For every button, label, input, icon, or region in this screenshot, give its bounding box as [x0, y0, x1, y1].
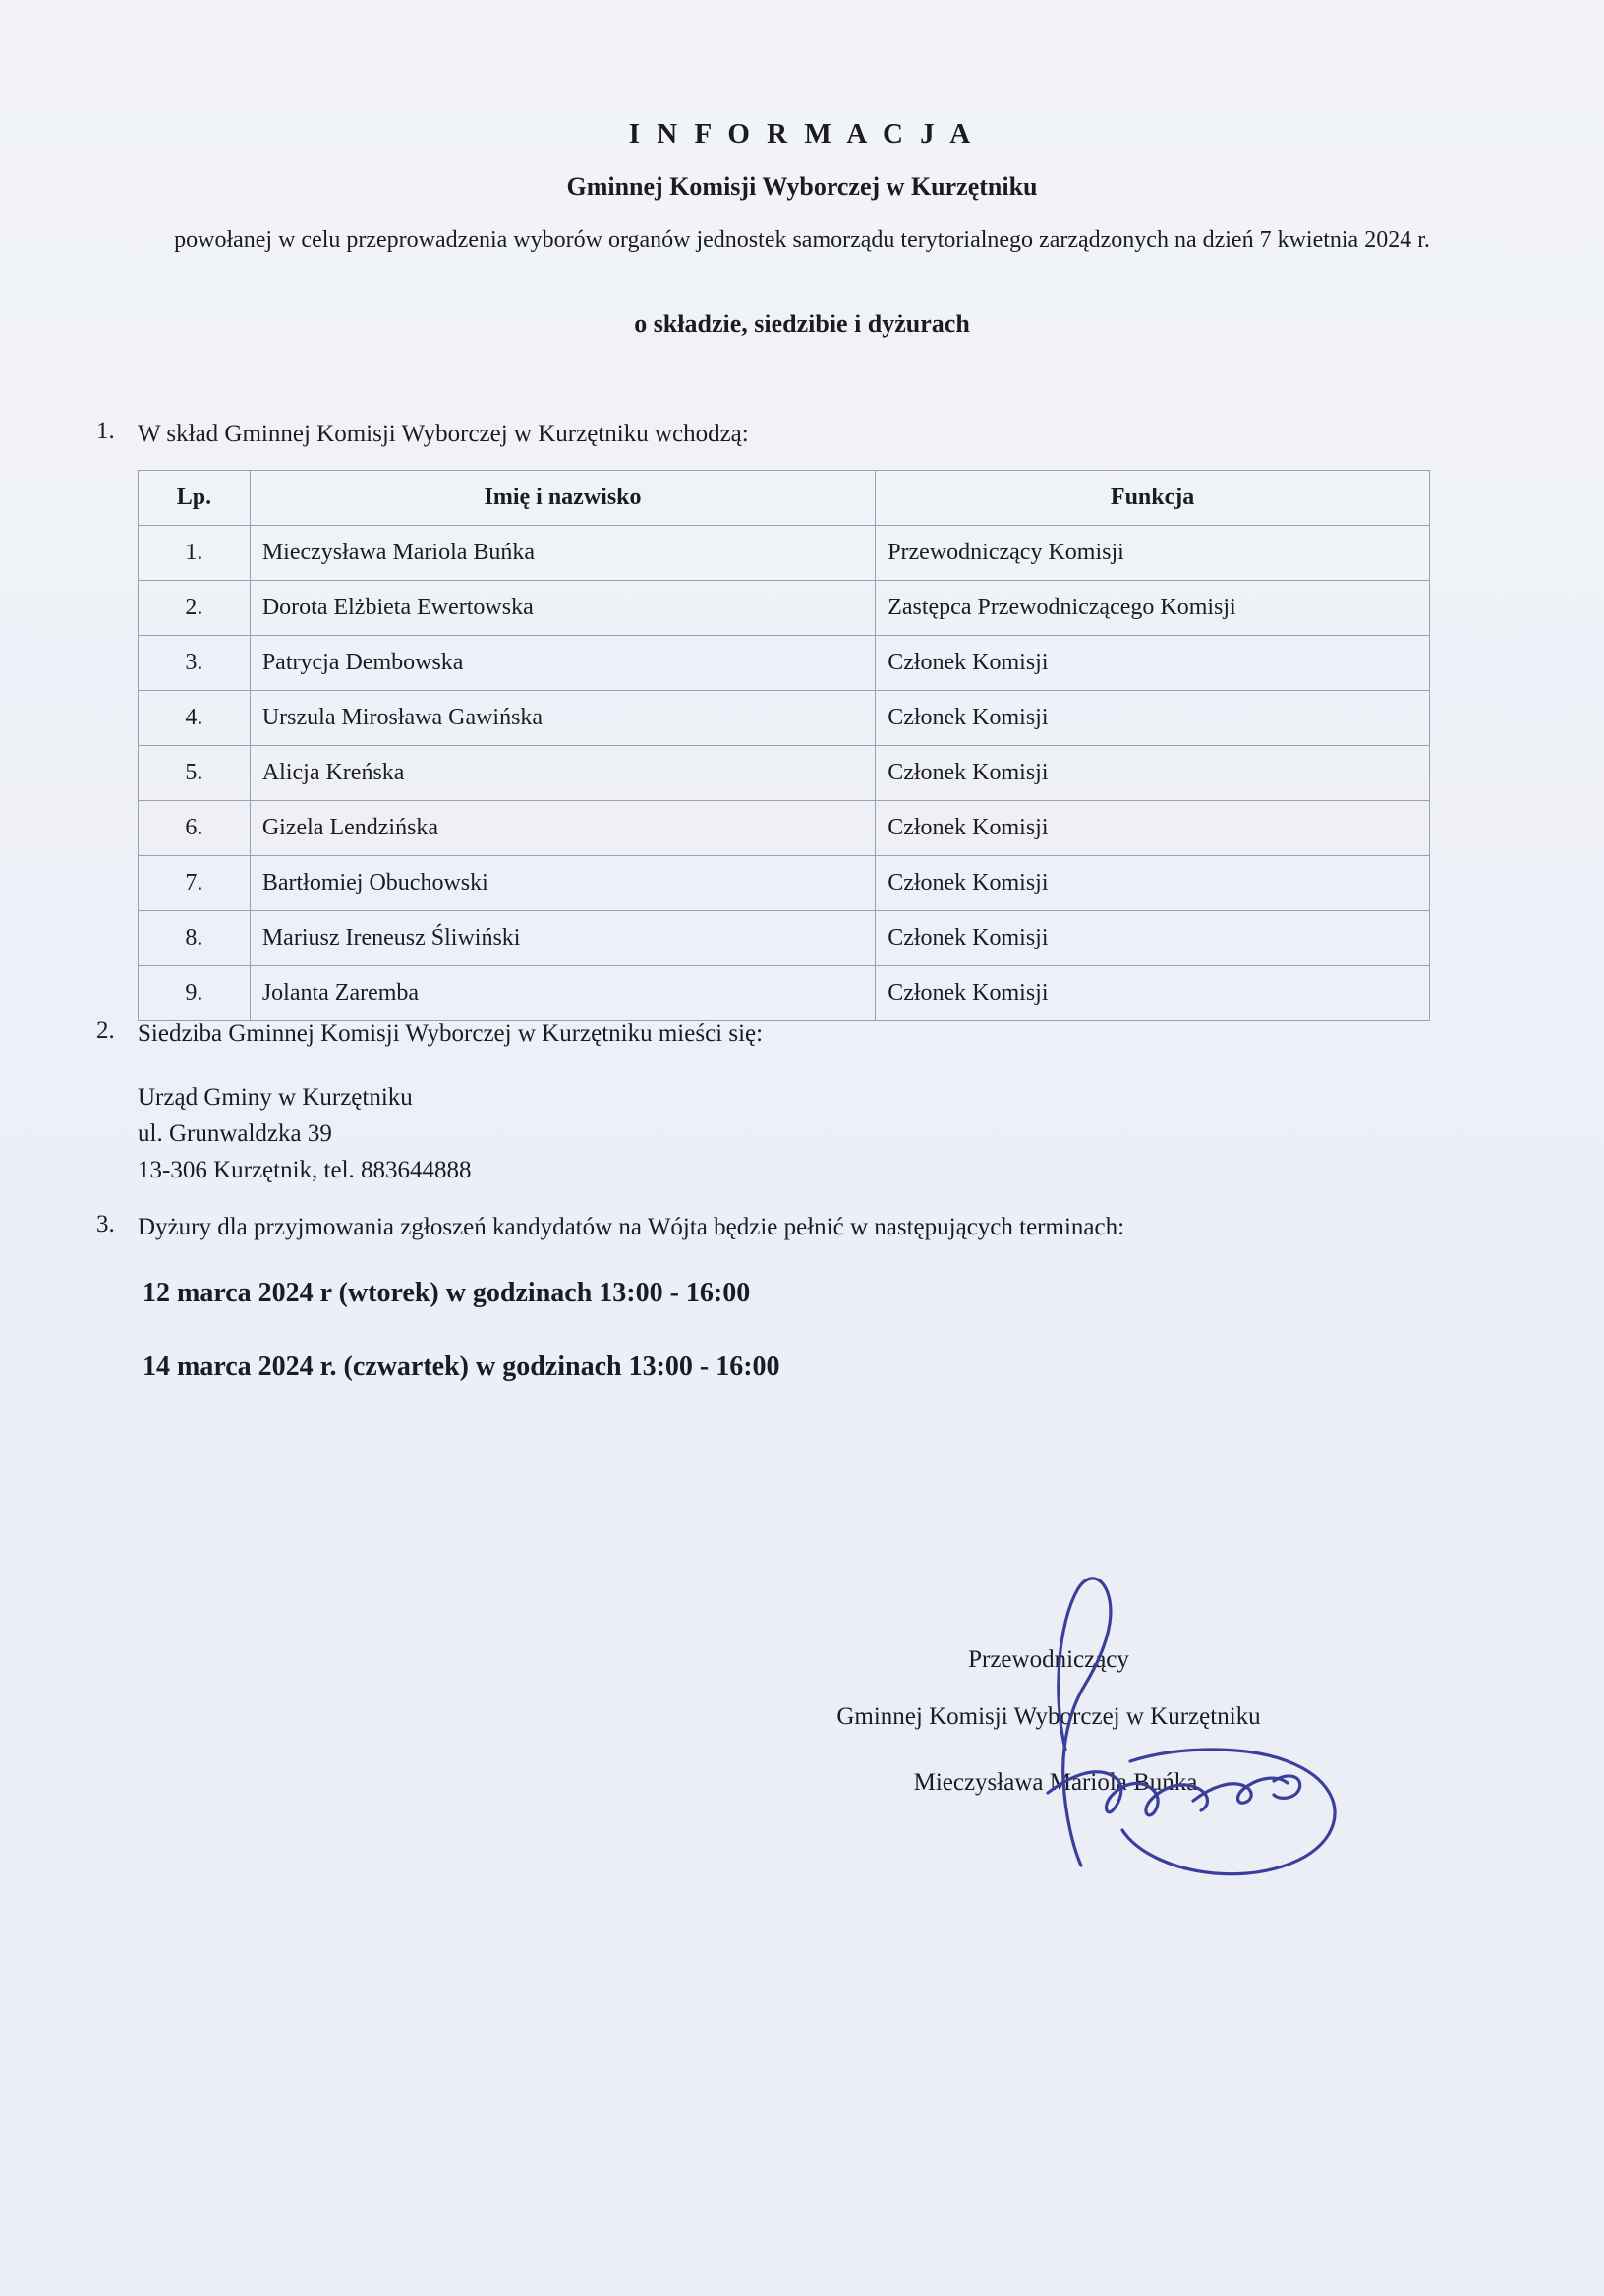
cell-name: Mieczysława Mariola Buńka — [250, 526, 875, 581]
table-row — [139, 581, 1430, 636]
cell-name: Jolanta Zaremba — [250, 966, 875, 1021]
cell-lp: 7. — [139, 856, 251, 911]
page-title: I N F O R M A C J A — [628, 118, 976, 149]
cell-function: Członek Komisji — [876, 746, 1430, 801]
signature-role: Przewodniczący — [968, 1646, 1129, 1673]
cell-lp: 9. — [139, 966, 251, 1021]
signature-block — [646, 1632, 1452, 1746]
cell-function: Przewodniczący Komisji — [876, 526, 1430, 581]
cell-name: Gizela Lendzińska — [250, 801, 875, 856]
subtitle-purpose: powołanej w celu przeprowadzenia wyborów organów jednostek samorządu terytorialnego zarządzonych na dzień 7 kwietnia 2024 r. — [174, 227, 1430, 253]
committee-table-wrapper — [138, 470, 1430, 1021]
address-line-1: Urząd Gminy w Kurzętniku — [138, 1084, 413, 1111]
item-2-number: 2. — [96, 1017, 115, 1044]
table-row — [139, 801, 1430, 856]
item-2-text: Siedziba Gminnej Komisji Wyborczej w Kurzętniku mieści się: — [138, 1020, 764, 1047]
table-row — [139, 911, 1430, 966]
cell-function: Członek Komisji — [876, 636, 1430, 691]
table-row — [139, 636, 1430, 691]
table-row — [139, 691, 1430, 746]
cell-lp: 2. — [139, 581, 251, 636]
table-row — [139, 526, 1430, 581]
cell-function: Zastępca Przewodniczącego Komisji — [876, 581, 1430, 636]
column-header-lp: Lp. — [139, 471, 251, 526]
cell-name: Dorota Elżbieta Ewertowska — [250, 581, 875, 636]
cell-name: Bartłomiej Obuchowski — [250, 856, 875, 911]
table-row — [139, 966, 1430, 1021]
cell-lp: 8. — [139, 911, 251, 966]
cell-lp: 4. — [139, 691, 251, 746]
cell-name: Patrycja Dembowska — [250, 636, 875, 691]
cell-name: Mariusz Ireneusz Śliwiński — [250, 911, 875, 966]
item-3-number: 3. — [96, 1211, 115, 1237]
column-header-function: Funkcja — [876, 471, 1430, 526]
signature-body: Gminnej Komisji Wyborczej w Kurzętniku — [836, 1703, 1261, 1730]
duty-date-second: 14 marca 2024 r. (czwartek) w godzinach 13:00 - 16:00 — [143, 1351, 780, 1382]
column-header-name: Imię i nazwisko — [250, 471, 875, 526]
table-row — [139, 856, 1430, 911]
address-line-2: ul. Grunwaldzka 39 — [138, 1120, 332, 1147]
table-row — [139, 746, 1430, 801]
table-header-row — [139, 471, 1430, 526]
cell-lp: 3. — [139, 636, 251, 691]
signature-name: Mieczysława Mariola Buńka — [913, 1769, 1198, 1796]
cell-lp: 5. — [139, 746, 251, 801]
item-1-number: 1. — [96, 418, 115, 444]
cell-function: Członek Komisji — [876, 966, 1430, 1021]
cell-function: Członek Komisji — [876, 691, 1430, 746]
cell-lp: 6. — [139, 801, 251, 856]
cell-function: Członek Komisji — [876, 856, 1430, 911]
office-address — [138, 1079, 472, 1188]
cell-function: Członek Komisji — [876, 911, 1430, 966]
address-line-3: 13-306 Kurzętnik, tel. 883644888 — [138, 1157, 472, 1183]
duty-date-first: 12 marca 2024 r (wtorek) w godzinach 13:00 - 16:00 — [143, 1278, 751, 1308]
item-1-text: W skład Gminnej Komisji Wyborczej w Kurzętniku wchodzą: — [138, 421, 749, 447]
subtitle-scope: o składzie, siedzibie i dyżurach — [634, 310, 970, 338]
committee-table — [138, 470, 1430, 1021]
cell-name: Alicja Kreńska — [250, 746, 875, 801]
cell-function: Członek Komisji — [876, 801, 1430, 856]
cell-lp: 1. — [139, 526, 251, 581]
item-3-text: Dyżury dla przyjmowania zgłoszeń kandydatów na Wójta będzie pełnić w następujących terminach: — [138, 1214, 1125, 1240]
subtitle-committee: Gminnej Komisji Wyborczej w Kurzętniku — [566, 172, 1038, 201]
cell-name: Urszula Mirosława Gawińska — [250, 691, 875, 746]
